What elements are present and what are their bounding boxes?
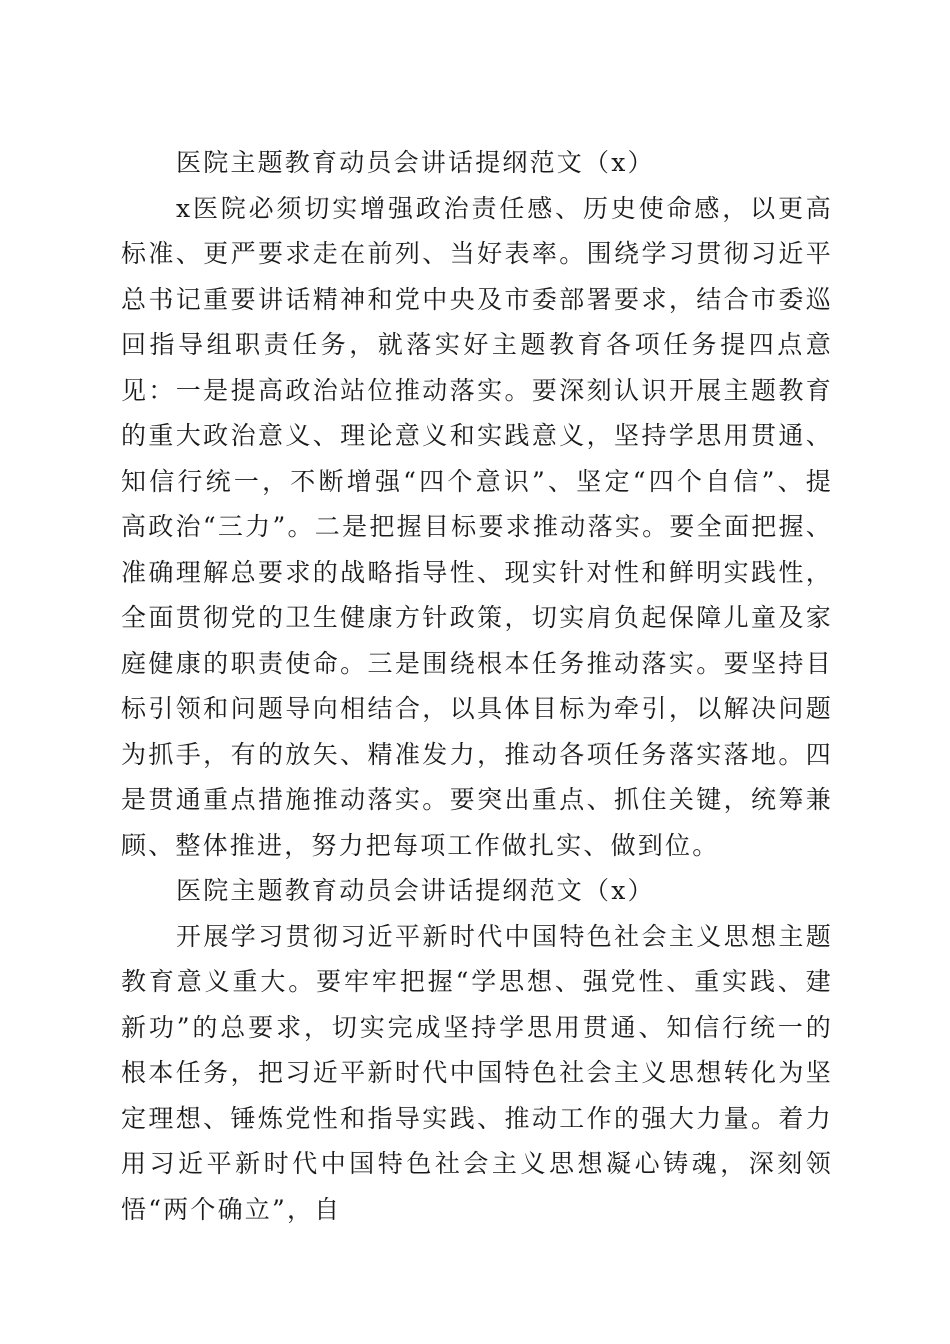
section-2-paragraph: 开展学习贯彻习近平新时代中国特色社会主义思想主题教育意义重大。要牢牢把握“学思想、强党性、重实践、建新功”的总要求，切实完成坚持学思用贯通、知信行统一的根本任务，把习近平新时代中国特色社会主义思想转化为坚定理想、锤炼党性和指导实践、推动工作的强大力量。着力用习近平新时代中国特色社会主义思想凝心铸魂，深刻领悟“两个确立”，自 xyxy=(121,921,833,1224)
document-body xyxy=(121,140,833,1232)
section-2-title: 医院主题教育动员会讲话提纲范文（x） xyxy=(176,876,655,905)
section-1-title: 医院主题教育动员会讲话提纲范文（x） xyxy=(176,148,655,177)
section-1-paragraph: x医院必须切实增强政治责任感、历史使命感，以更高标准、更严要求走在前列、当好表率。围绕学习贯彻习近平总书记重要讲话精神和党中央及市委部署要求，结合市委巡回指导组职责任务，就落实好主题教育各项任务提四点意见：一是提高政治站位推动落实。要深刻认识开展主题教育的重大政治意义、理论意义和实践意义，坚持学思用贯通、知信行统一，不断增强“四个意识”、坚定“四个自信”、提高政治“三力”。二是把握目标要求推动落实。要全面把握、准确理解总要求的战略指导性、现实针对性和鲜明实践性，全面贯彻党的卫生健康方针政策，切实肩负起保障儿童及家庭健康的职责使命。三是围绕根本任务推动落实。要坚持目标引领和问题导向相结合，以具体目标为牵引，以解决问题为抓手，有的放矢、精准发力，推动各项任务落实落地。四是贯通重点措施推动落实。要突出重点、抓住关键，统筹兼顾、整体推进，努力把每项工作做扎实、做到位。 xyxy=(121,193,833,860)
